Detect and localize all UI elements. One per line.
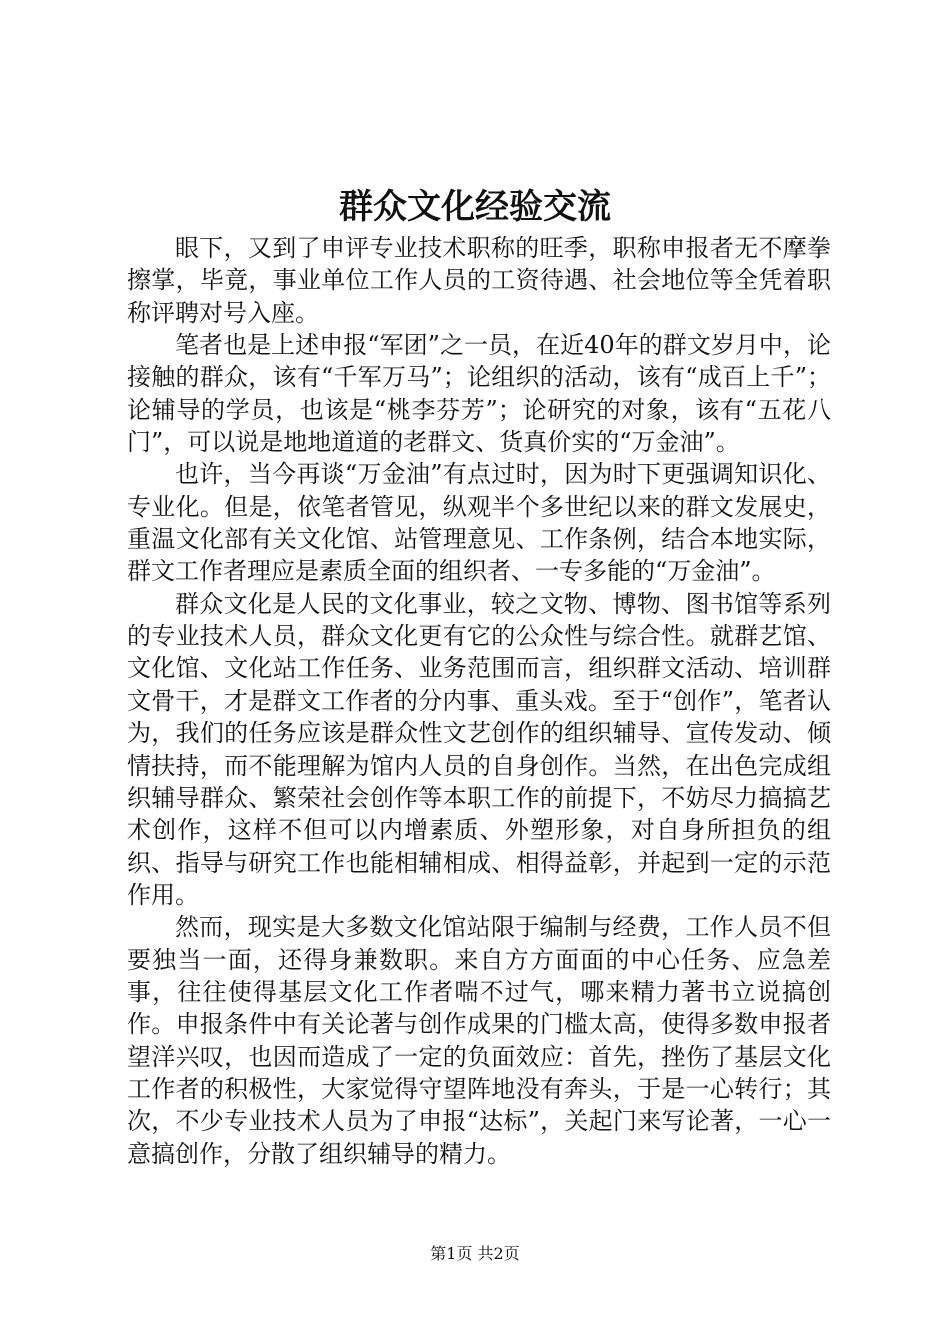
document-body bbox=[127, 232, 831, 1170]
paragraph-5: 然而，现实是大多数文化馆站限于编制与经费，工作人员不但要独当一面，还得身兼数职。来自方方面面的中心任务、应急差事，往往使得基层文化工作者喘不过气，哪来精力著书立说搞创作。申报条件中有关论著与创作成果的门槛太高，使得多数申报者望洋兴叹，也因而造成了一定的负面效应：首先，挫伤了基层文化工作者的积极性，大家觉得守望阵地没有奔头，于是一心转行；其次，不少专业技术人员为了申报“达标”，关起门来写论著，一心一意搞创作，分散了组织辅导的精力。 bbox=[127, 913, 831, 1168]
paragraph-2: 笔者也是上述申报“军团”之一员，在近40年的群文岁月中，论接触的群众，该有“千军万马”；论组织的活动，该有“成百上千”；论辅导的学员，也该是“桃李芬芳”；论研究的对象，该有“五花八门”，可以说是地地道道的老群文、货真价实的“万金油”。 bbox=[127, 331, 831, 457]
page-number-footer: 第1页 共2页 bbox=[430, 1244, 520, 1263]
paragraph-3: 也许，当今再谈“万金油”有点过时，因为时下更强调知识化、专业化。但是，依笔者管见，纵观半个多世纪以来的群文发展史，重温文化部有关文化馆、站管理意见、工作条例，结合本地实际，群文工作者理应是素质全面的组织者、一专多能的“万金油”。 bbox=[127, 460, 831, 586]
paragraph-1: 眼下，又到了申评专业技术职称的旺季，职称申报者无不摩拳擦掌，毕竟，事业单位工作人员的工资待遇、社会地位等全凭着职称评聘对号入座。 bbox=[127, 234, 831, 327]
page-title: 群众文化经验交流 bbox=[339, 187, 611, 227]
paragraph-4: 群众文化是人民的文化事业，较之文物、博物、图书馆等系列的专业技术人员，群众文化更有它的公众性与综合性。就群艺馆、文化馆、文化站工作任务、业务范围而言，组织群文活动、培训群文骨干，才是群文工作者的分内事、重头戏。至于“创作”，笔者认为，我们的任务应该是群众性文艺创作的组织辅导、宣传发动、倾情扶持，而不能理解为馆内人员的自身创作。当然，在出色完成组织辅导群众、繁荣社会创作等本职工作的前提下，不妨尽力搞搞艺术创作，这样不但可以内增素质、外塑形象，对自身所担负的组织、指导与研究工作也能相辅相成、相得益彰，并起到一定的示范作用。 bbox=[127, 589, 831, 909]
